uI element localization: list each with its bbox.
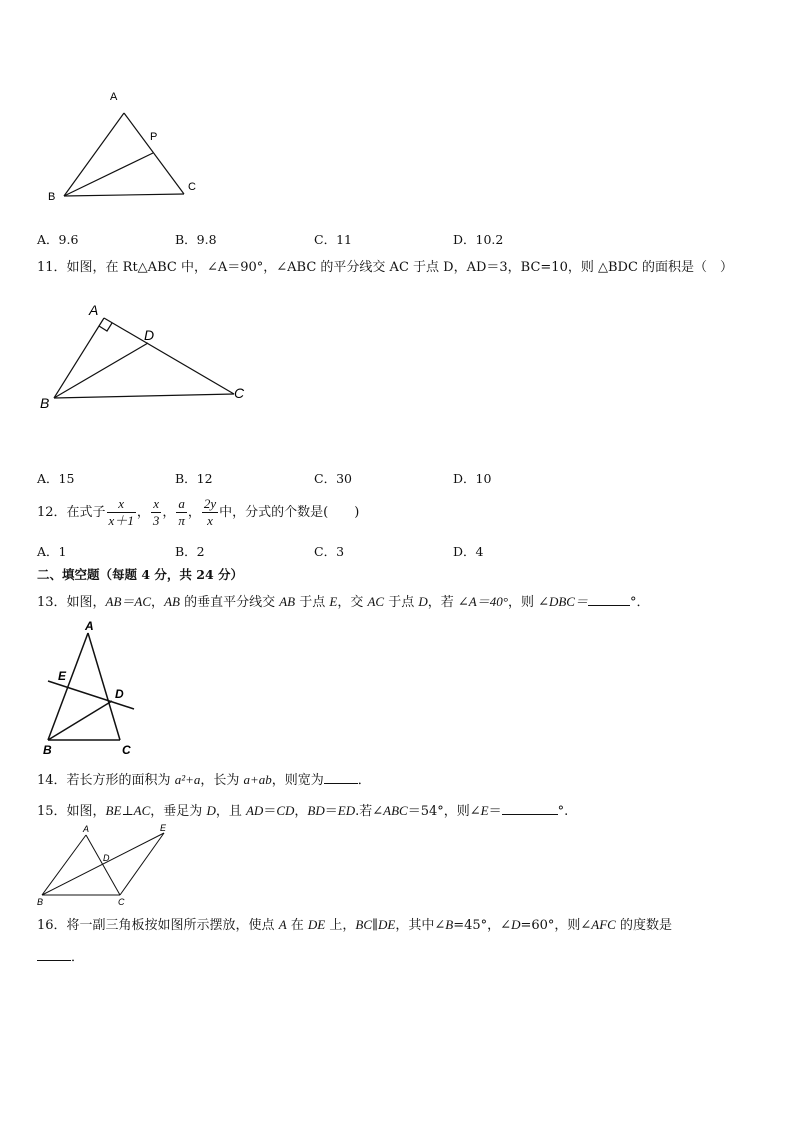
- q12-fraction-2: $\frac{x}{3}$: [152, 496, 160, 528]
- q10-option-c: C．11: [314, 232, 352, 247]
- q11-label-d: D: [144, 327, 155, 343]
- section-2-heading: 二、填空题（每题 4 分，共 24 分）: [37, 567, 244, 582]
- q11-option-a: A．15: [37, 471, 75, 486]
- q14-text: 14．若长方形的面积为 a²+a，长为 a+ab，则宽为 ．: [37, 772, 371, 788]
- q13-label-d: D: [115, 687, 124, 701]
- q12-option-d: D．4: [453, 544, 484, 559]
- q10-label-b: B: [48, 191, 56, 203]
- q12-prefix: 12．在式子: [37, 505, 106, 520]
- q13-triangle-figure: [38, 618, 148, 760]
- q16-answer-line: ．: [37, 948, 84, 966]
- q12-sep-3: ，: [187, 505, 201, 520]
- q13-label-a: A: [85, 619, 94, 633]
- q10-label-p: P: [150, 131, 158, 143]
- q13-label-b: B: [43, 743, 52, 757]
- q11-label-a: A: [89, 302, 99, 318]
- q14-answer-blank[interactable]: [324, 771, 358, 784]
- q13-answer-blank[interactable]: [588, 593, 630, 606]
- q15-text: 15．如图，BE⊥AC，垂足为 D，且 AD＝CD，BD＝ED.若∠ABC＝54°，则∠E＝ °.: [37, 803, 569, 819]
- q16-answer-blank[interactable]: [37, 948, 71, 961]
- q12-sep-1: ，: [136, 505, 150, 520]
- q11-label-b: B: [40, 395, 50, 411]
- q16-text: 16．将一副三角板按如图所示摆放，使点 A 在 DE 上，BC∥DE，其中∠B=45°，∠D=60°，则∠AFC 的度数是: [37, 917, 672, 933]
- q12-option-b: B．2: [175, 544, 205, 559]
- q15-label-e: E: [160, 823, 167, 833]
- q10-option-b: B．9.8: [175, 232, 217, 247]
- q11-triangle-figure: [36, 298, 256, 418]
- q11-text: 11．如图，在 Rt△ABC 中，∠A＝90°，∠ABC 的平分线交 AC 于点 D，AD＝3，BC=10，则 △BDC 的面积是（ ）: [37, 260, 734, 275]
- q12-fraction-1: $\frac{x}{x+1}$: [108, 496, 134, 528]
- q11-option-d: D．10: [453, 471, 492, 486]
- q13-label-c: C: [122, 743, 131, 757]
- q12-option-c: C．3: [314, 544, 345, 559]
- q10-option-d: D．10.2: [453, 232, 504, 247]
- q15-label-c: C: [118, 897, 125, 907]
- q15-figure: [36, 822, 176, 908]
- q15-answer-blank[interactable]: [502, 802, 558, 815]
- q11-option-b: B．12: [175, 471, 213, 486]
- q10-label-c: C: [188, 181, 196, 193]
- q12-option-a: A．1: [37, 544, 67, 559]
- q13-text: 13．如图，AB＝AC，AB 的垂直平分线交 AB 于点 E，交 AC 于点 D，若 ∠A＝40°，则 ∠DBC＝ °．: [37, 594, 650, 610]
- q10-option-a: A．9.6: [37, 232, 79, 247]
- q12-fraction-4: $\frac{2y}{x}$: [203, 496, 217, 528]
- q15-label-d: D: [103, 853, 110, 863]
- q12-fraction-3: $\frac{a}{\pi}$: [178, 496, 185, 528]
- q12-suffix: 中，分式的个数是( ): [219, 505, 360, 520]
- q12-sep-2: ，: [162, 505, 176, 520]
- q13-label-e: E: [58, 669, 67, 683]
- q15-label-a: A: [83, 824, 90, 834]
- q12-text: [37, 493, 359, 533]
- q10-label-a: A: [110, 91, 118, 103]
- q11-option-c: C．30: [314, 471, 352, 486]
- q11-label-c: C: [234, 385, 245, 401]
- q15-label-b: B: [37, 897, 44, 907]
- q10-triangle-figure: [40, 82, 210, 212]
